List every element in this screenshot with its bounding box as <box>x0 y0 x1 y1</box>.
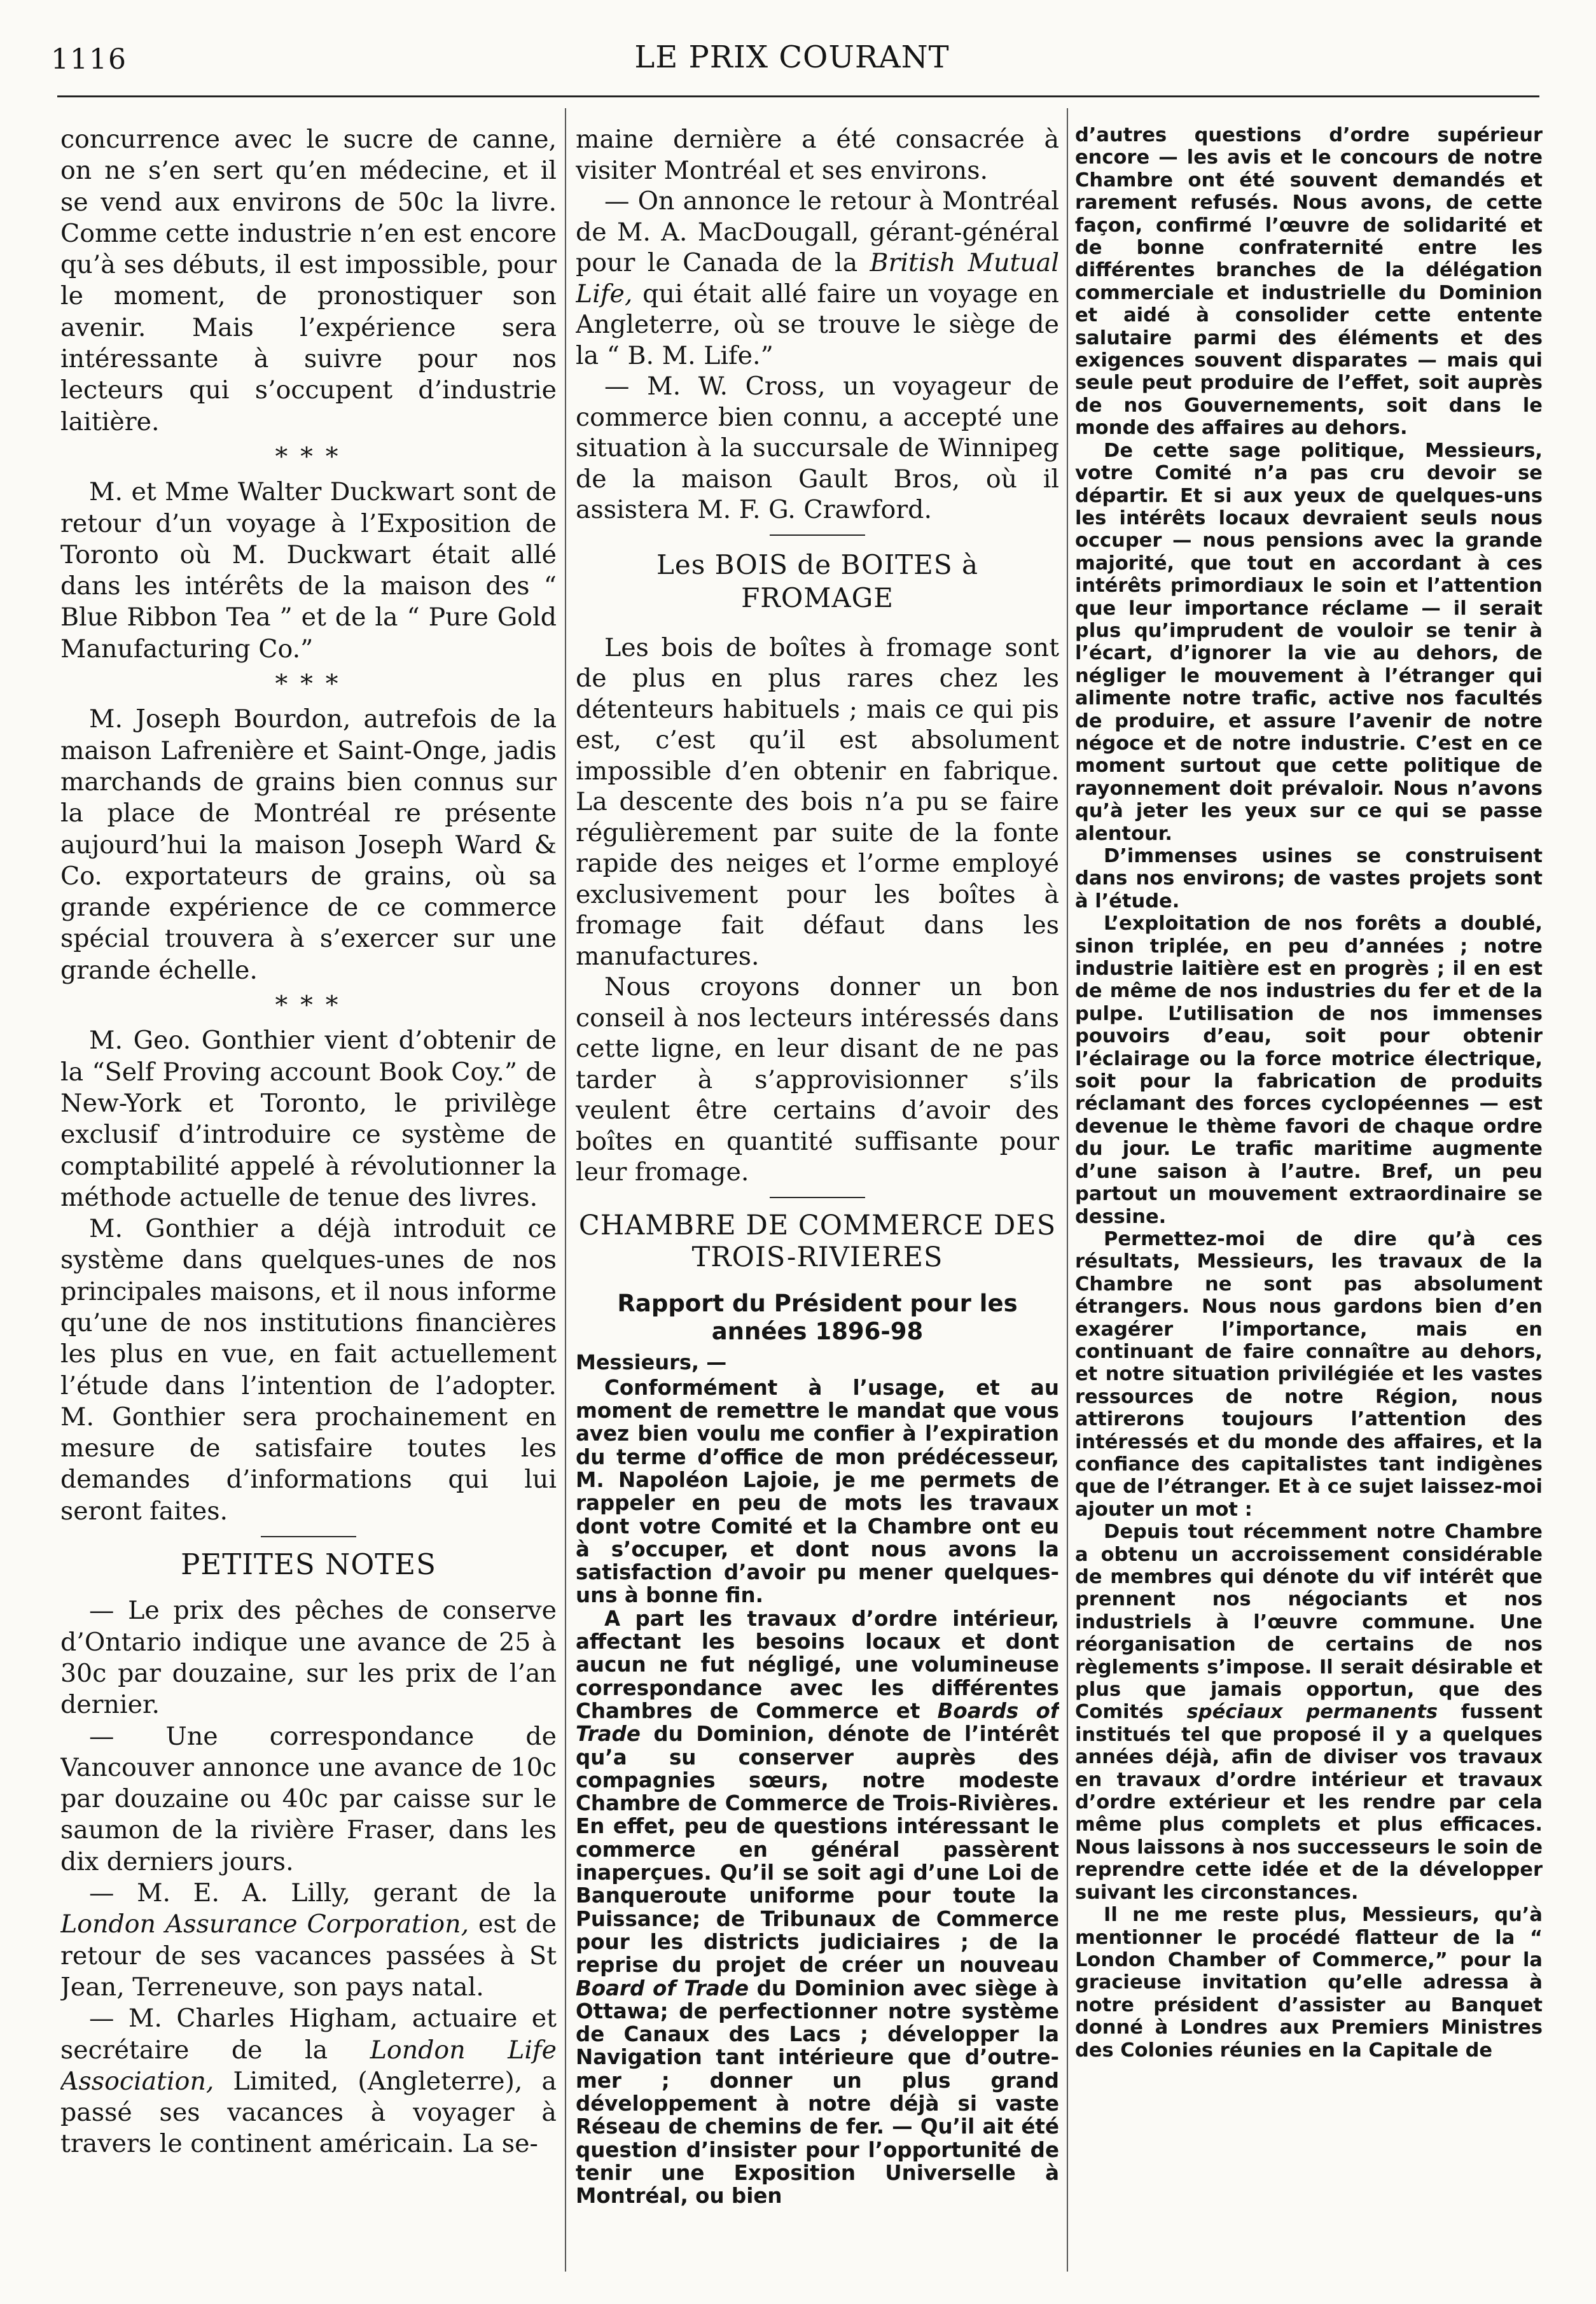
paragraph: De cette sage politique, Messieurs, votre Comité n’a pas cru devoir se départir. Et si aux yeux de quelques-uns les intérêts locaux devraient seuls nous occuper — nous pensions avec la grande majorité, que tout en accordant à ces intérêts primordiaux le soin et l’attention que leur importance réclame — il serait plus qu’imprudent de vouloir se tenir à l’écart, d’ignorer la vie au dehors, de négliger le mouvement à l’étranger qui alimente notre trafic, active nos facultés de produire, et assure l’avenir de notre négoce et de notre industrie. C’est en ce moment surtout que cette politique de rayonnement doit prévaloir. Nous n’avons qu’à jeter les yeux sur ce qui se passe alentour. <box>1075 439 1543 845</box>
note: — M. E. A. Lilly, gerant de la London Assurance Corporation, est de retour de ses vacances passées à St Jean, Terreneuve, son pays natal. <box>60 1878 557 2002</box>
salutation: Messieurs, — <box>576 1350 727 1374</box>
paragraph: M. et Mme Walter Duckwart sont de retour d’un voyage à l’Exposition de Toronto où M. Duckwart était allé dans les intérêts de la maison des “ Blue Ribbon Tea ” et de la “ Pure Gold Manufacturing Co.” <box>60 477 557 664</box>
paragraph: concurrence avec le sucre de canne, on ne s’en sert qu’en médecine, et il se vend aux environs de 50c la livre. Comme cette industrie n’en est encore qu’à ses débuts, il est impossible, pour le moment, de pronostiquer son avenir. Mais l’expérience sera intéressante à suivre pour nos lecteurs qui s’occupent d’industrie laitière. <box>60 125 557 436</box>
column-2 <box>576 124 1059 2281</box>
paragraph: L’exploitation de nos forêts a doublé, sinon triplée, en peu d’années ; notre industrie laitière est en progrès ; il en est de même de nos industries du fer et de la pulpe. L’utilisation de nos immenses pouvoirs d’eau, soit pour obtenir l’éclairage ou la force motrice électrique, soit pour la fabrication de produits réclamant des forces cyclopéennes — est devenue le thème favori de chaque ordre du jour. Le trafic maritime augmente d’une saison à l’autre. Bref, un peu partout un mouvement extraordinaire se dessine. <box>1075 912 1543 1228</box>
paragraph: Nous croyons donner un bon conseil à nos lecteurs intéressés dans cette ligne, en leur disant de ne pas tarder à s’approvisionner s’ils veulent être certains d’avoir des boîtes en quantité suffisante pour leur fromage. <box>576 972 1059 1187</box>
paragraph: Depuis tout récemment notre Chambre a obtenu un accroissement considérable de membres qui dénote du vif intérêt que prennent nos négociants et nos industriels à l’œuvre commune. Une réorganisation de certains de nos règlements s’impose. Il serait désirable et plus que jamais opportun, que des Comités spéciaux permanents fussent institués tel que proposé il y a quelques années déjà, afin de diviser vos travaux en travaux d’ordre intérieur et travaux d’ordre extérieur et les rendre par cela même plus complets et plus efficaces. Nous laissons à nos successeurs le soin de reprendre cette idée et de la développer suivant les circonstances. <box>1075 1521 1543 1904</box>
paragraph: d’autres questions d’ordre supérieur encore — les avis et le concours de notre Chambre ont été souvent demandés et rarement refusés. Nous avons, de cette façon, confirmé l’œuvre de solidarité et de bonne confraternité entre les différentes branches de la délégation commerciale et industrielle du Dominion et aidé à consolider cette entente salutaire parmi des éléments et des exigences souvent disparates — mais qui seule peut produire de l’effet, soit auprès de nos Gouvernements, soit dans le monde des affaires au dehors. <box>1075 124 1543 440</box>
paragraph: A part les travaux d’ordre intérieur, affectant les besoins locaux et dont aucun ne fut négligé, une volumineuse correspondance avec les différentes Chambres de Commerce et Boards of Trade du Dominion, dénote de l’intérêt qu’a su conserver auprès des compagnies sœurs, notre modeste Chambre de Commerce de Trois-Rivières. En effet, peu de questions intéressant le commerce en général passèrent inaperçues. Qu’il se soit agi d’une Loi de Banqueroute uniforme pour toute la Puissance; de Tribunaux de Commerce pour les districts judiciaires ; de la reprise du projet de créer un nouveau Board of Trade du Dominion avec siège à Ottawa; de perfectionner notre système de Canaux des Lacs ; développer la Navigation tant intérieure que d’outre-mer ; donner un plus grand développement à notre déjà si vaste Réseau de chemins de fer. — Qu’il ait été question d’insister pour l’opportunité de tenir une Exposition Universelle à Montréal, ou bien <box>576 1606 1059 2209</box>
column-3 <box>1075 124 1543 2281</box>
paragraph: M. Gonthier a déjà introduit ce système dans quelques-unes de nos principales maisons, et il nous informe qu’une de nos institutions financières les plus en vue, en fait actuellement l’étude dans l’intention de l’adopter. M. Gonthier sera prochainement en mesure de satisfaire toutes les demandes d’informations qui lui seront faites. <box>60 1214 557 1526</box>
note: — Une correspondance de Vancouver annonce une avance de 10c par douzaine ou 40c par caisse sur le saumon de la rivière Fraser, dans les dix derniers jours. <box>60 1721 557 1876</box>
paragraph: — On annonce le retour à Montréal de M. A. MacDougall, gérant-général pour le Canada de la British Mutual Life, qui était allé faire un voyage en Angleterre, où se trouve le siège de la “ B. M. Life.” <box>576 186 1059 370</box>
asterism-ornament: * * * <box>275 991 342 1021</box>
paragraph: M. Joseph Bourdon, autrefois de la maison Lafrenière et Saint-Onge, jadis marchands de grains bien connus sur la place de Montréal re présente aujourd’hui la maison Joseph Ward & Co. exportateurs de grains, où sa grande expérience de ce commerce spécial trouvera à s’exercer sur une grande échelle. <box>60 704 557 985</box>
section-separator <box>770 534 865 536</box>
section-separator <box>261 1536 356 1537</box>
paragraph: — M. W. Cross, un voyageur de commerce bien connu, a accepté une situation à la succursale de Winnipeg de la maison Gault Bros, où il assistera M. F. G. Crawford. <box>576 372 1059 524</box>
running-title: LE PRIX COURANT <box>634 39 950 75</box>
paragraph: Conformément à l’usage, et au moment de remettre le mandat que vous avez bien voulu me confier à l’expiration du terme d’office de mon prédécesseur, M. Napoléon Lajoie, je me permets de rappeler en peu de mots les travaux dont votre Comité et la Chambre ont eu à s’occuper, et dont nous avons la satisfaction d’avoir pu mener quelques-uns à bonne fin. <box>576 1375 1059 1608</box>
section-heading: Les BOIS de BOITES à FROMAGE <box>656 548 979 613</box>
column-divider <box>565 108 566 2272</box>
column-divider <box>1067 108 1068 2272</box>
paragraph: D’immenses usines se construisent dans nos environs; de vastes projets sont à l’étude. <box>1075 845 1543 912</box>
note: — M. Charles Higham, actuaire et secrétaire de la London Life Association, Limited, (Angleterre), a passé ses vacances à voyager à travers le continent américain. La se- <box>60 2004 557 2159</box>
report-subheading: Rapport du Président pour les années 1896-98 <box>617 1289 1018 1345</box>
paragraph: Il ne me reste plus, Messieurs, qu’à mentionner le procédé flatteur de la “ London Chamber of Commerce,” pour la gracieuse invitation qu’elle adressa à notre président d’assister au Banquet donné à Londres aux Premiers Ministres des Colonies réunies en la Capitale de <box>1075 1904 1543 2062</box>
paragraph: M. Geo. Gonthier vient d’obtenir de la “Self Proving account Book Coy.” de New-York et Toronto, le privilège exclusif d’introduire ce système de comptabilité appelé à révolutionner la méthode actuelle de tenue des livres. <box>60 1026 557 1212</box>
page-header <box>45 38 1539 83</box>
column-1 <box>60 124 557 2281</box>
header-rule <box>57 95 1539 97</box>
section-heading: CHAMBRE DE COMMERCE DES TROIS-RIVIERES <box>578 1209 1057 1273</box>
paragraph: Les bois de boîtes à fromage sont de plus en plus rares chez les détenteurs habituels ; mais ce qui pis est, c’est qu’il est absolument impossible d’en obtenir en fabrique. La descente des bois n’a pu se faire régulièrement par suite de la fonte rapide des neiges et l’orme employé exclusivement pour les boîtes à fromage fait défaut dans les manufactures. <box>576 632 1059 971</box>
asterism-ornament: * * * <box>275 669 342 699</box>
paragraph: Permettez-moi de dire qu’à ces résultats, Messieurs, les travaux de la Chambre ne sont pas absolument étrangers. Nous nous gardons bien d’en exagérer l’importance, mais en continuant de faire connaître au dehors, et notre situation privilégiée et les vastes ressources de notre Région, nous attirerons toujours l’attention des intéressés et du monde des affaires, et la confiance des capitalistes tant indigènes que de l’étranger. Et à ce sujet laissez-moi ajouter un mot : <box>1075 1227 1543 1521</box>
asterism-ornament: * * * <box>275 442 342 471</box>
paragraph: maine dernière a été consacrée à visiter Montréal et ses environs. <box>576 125 1059 185</box>
page-number: 1116 <box>51 43 127 76</box>
section-separator <box>770 1197 865 1198</box>
note: — Le prix des pêches de conserve d’Ontario indique une avance de 25 à 30c par douzaine, sur les prix de l’an dernier. <box>60 1596 557 1720</box>
section-heading: PETITES NOTES <box>181 1547 436 1582</box>
